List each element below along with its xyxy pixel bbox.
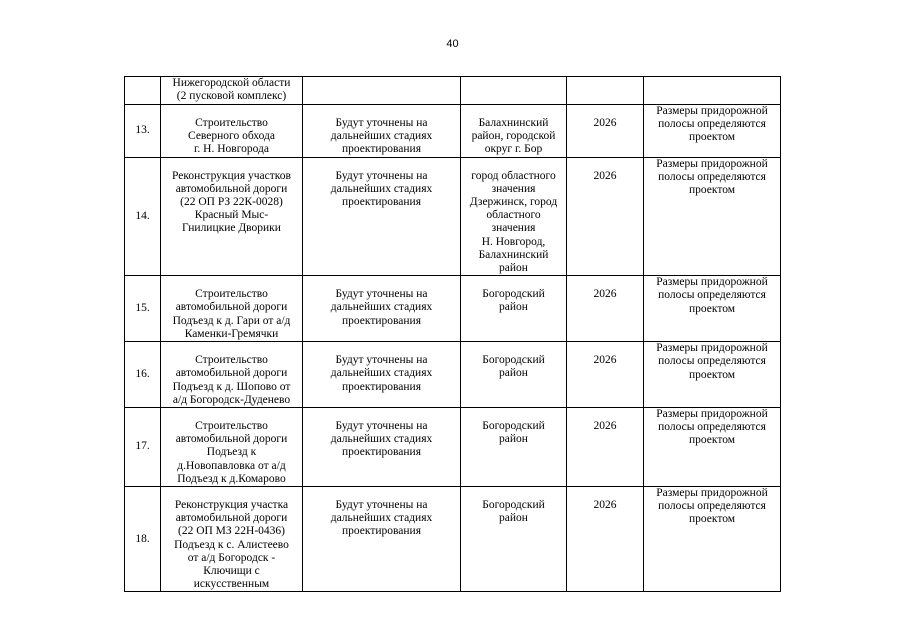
year-cell [567, 77, 644, 105]
table-row [125, 408, 781, 487]
page-number: 40 [446, 38, 459, 50]
params-cell [303, 77, 461, 105]
location-cell [461, 77, 567, 105]
year-cell: 2026 [567, 487, 644, 592]
params-cell: Будут уточнены на дальнейших стадиях проектирования [303, 157, 461, 276]
num-cell [125, 77, 161, 105]
params-cell: Будут уточнены на дальнейших стадиях проектирования [303, 105, 461, 158]
zone-cell: Размеры придорожной полосы определяются проектом [644, 276, 781, 342]
location-cell: город областного значения Дзержинск, город областного значения Н. Новгород, Балахнинский район [461, 157, 567, 276]
location-cell: Богородский район [461, 408, 567, 487]
year-cell: 2026 [567, 105, 644, 158]
year-cell: 2026 [567, 408, 644, 487]
object-cell: Строительство автомобильной дороги Подъезд к д. Гари от а/д Каменки-Гремячки [161, 276, 303, 342]
year-cell: 2026 [567, 342, 644, 408]
table-row-continuation [125, 77, 781, 105]
table-row [125, 157, 781, 276]
zone-cell: Размеры придорожной полосы определяются проектом [644, 487, 781, 592]
object-cell: Нижегородской области (2 пусковой комплекс) [161, 77, 303, 105]
params-cell: Будут уточнены на дальнейших стадиях проектирования [303, 342, 461, 408]
num-cell: 17. [125, 408, 161, 487]
year-cell: 2026 [567, 276, 644, 342]
table-row [125, 105, 781, 158]
zone-cell: Размеры придорожной полосы определяются проектом [644, 157, 781, 276]
table-row [125, 276, 781, 342]
object-cell: Строительство автомобильной дороги Подъезд к д. Шопово от а/д Богородск-Дуденево [161, 342, 303, 408]
num-cell: 13. [125, 105, 161, 158]
table-row [125, 342, 781, 408]
zone-cell [644, 77, 781, 105]
zone-cell: Размеры придорожной полосы определяются проектом [644, 105, 781, 158]
num-cell: 14. [125, 157, 161, 276]
params-cell: Будут уточнены на дальнейших стадиях проектирования [303, 487, 461, 592]
params-cell: Будут уточнены на дальнейших стадиях проектирования [303, 408, 461, 487]
location-cell: Богородский район [461, 487, 567, 592]
table-row [125, 487, 781, 592]
location-cell: Богородский район [461, 276, 567, 342]
objects-table [124, 76, 781, 592]
zone-cell: Размеры придорожной полосы определяются проектом [644, 342, 781, 408]
object-cell: Реконструкция участков автомобильной дороги (22 ОП РЗ 22К-0028) Красный Мыс- Гнилицкие Дворики [161, 157, 303, 276]
params-cell: Будут уточнены на дальнейших стадиях проектирования [303, 276, 461, 342]
num-cell: 15. [125, 276, 161, 342]
year-cell: 2026 [567, 157, 644, 276]
location-cell: Богородский район [461, 342, 567, 408]
object-cell: Реконструкция участка автомобильной дороги (22 ОП МЗ 22Н-0436) Подъезд к с. Алистеево от а/д Богородск - Ключищи с искусственным [161, 487, 303, 592]
object-cell: Строительство Северного обхода г. Н. Новгорода [161, 105, 303, 158]
object-cell: Строительство автомобильной дороги Подъезд к д.Новопавловка от а/д Подъезд к д.Комарово [161, 408, 303, 487]
num-cell: 18. [125, 487, 161, 592]
zone-cell: Размеры придорожной полосы определяются проектом [644, 408, 781, 487]
location-cell: Балахнинский район, городской округ г. Бор [461, 105, 567, 158]
num-cell: 16. [125, 342, 161, 408]
